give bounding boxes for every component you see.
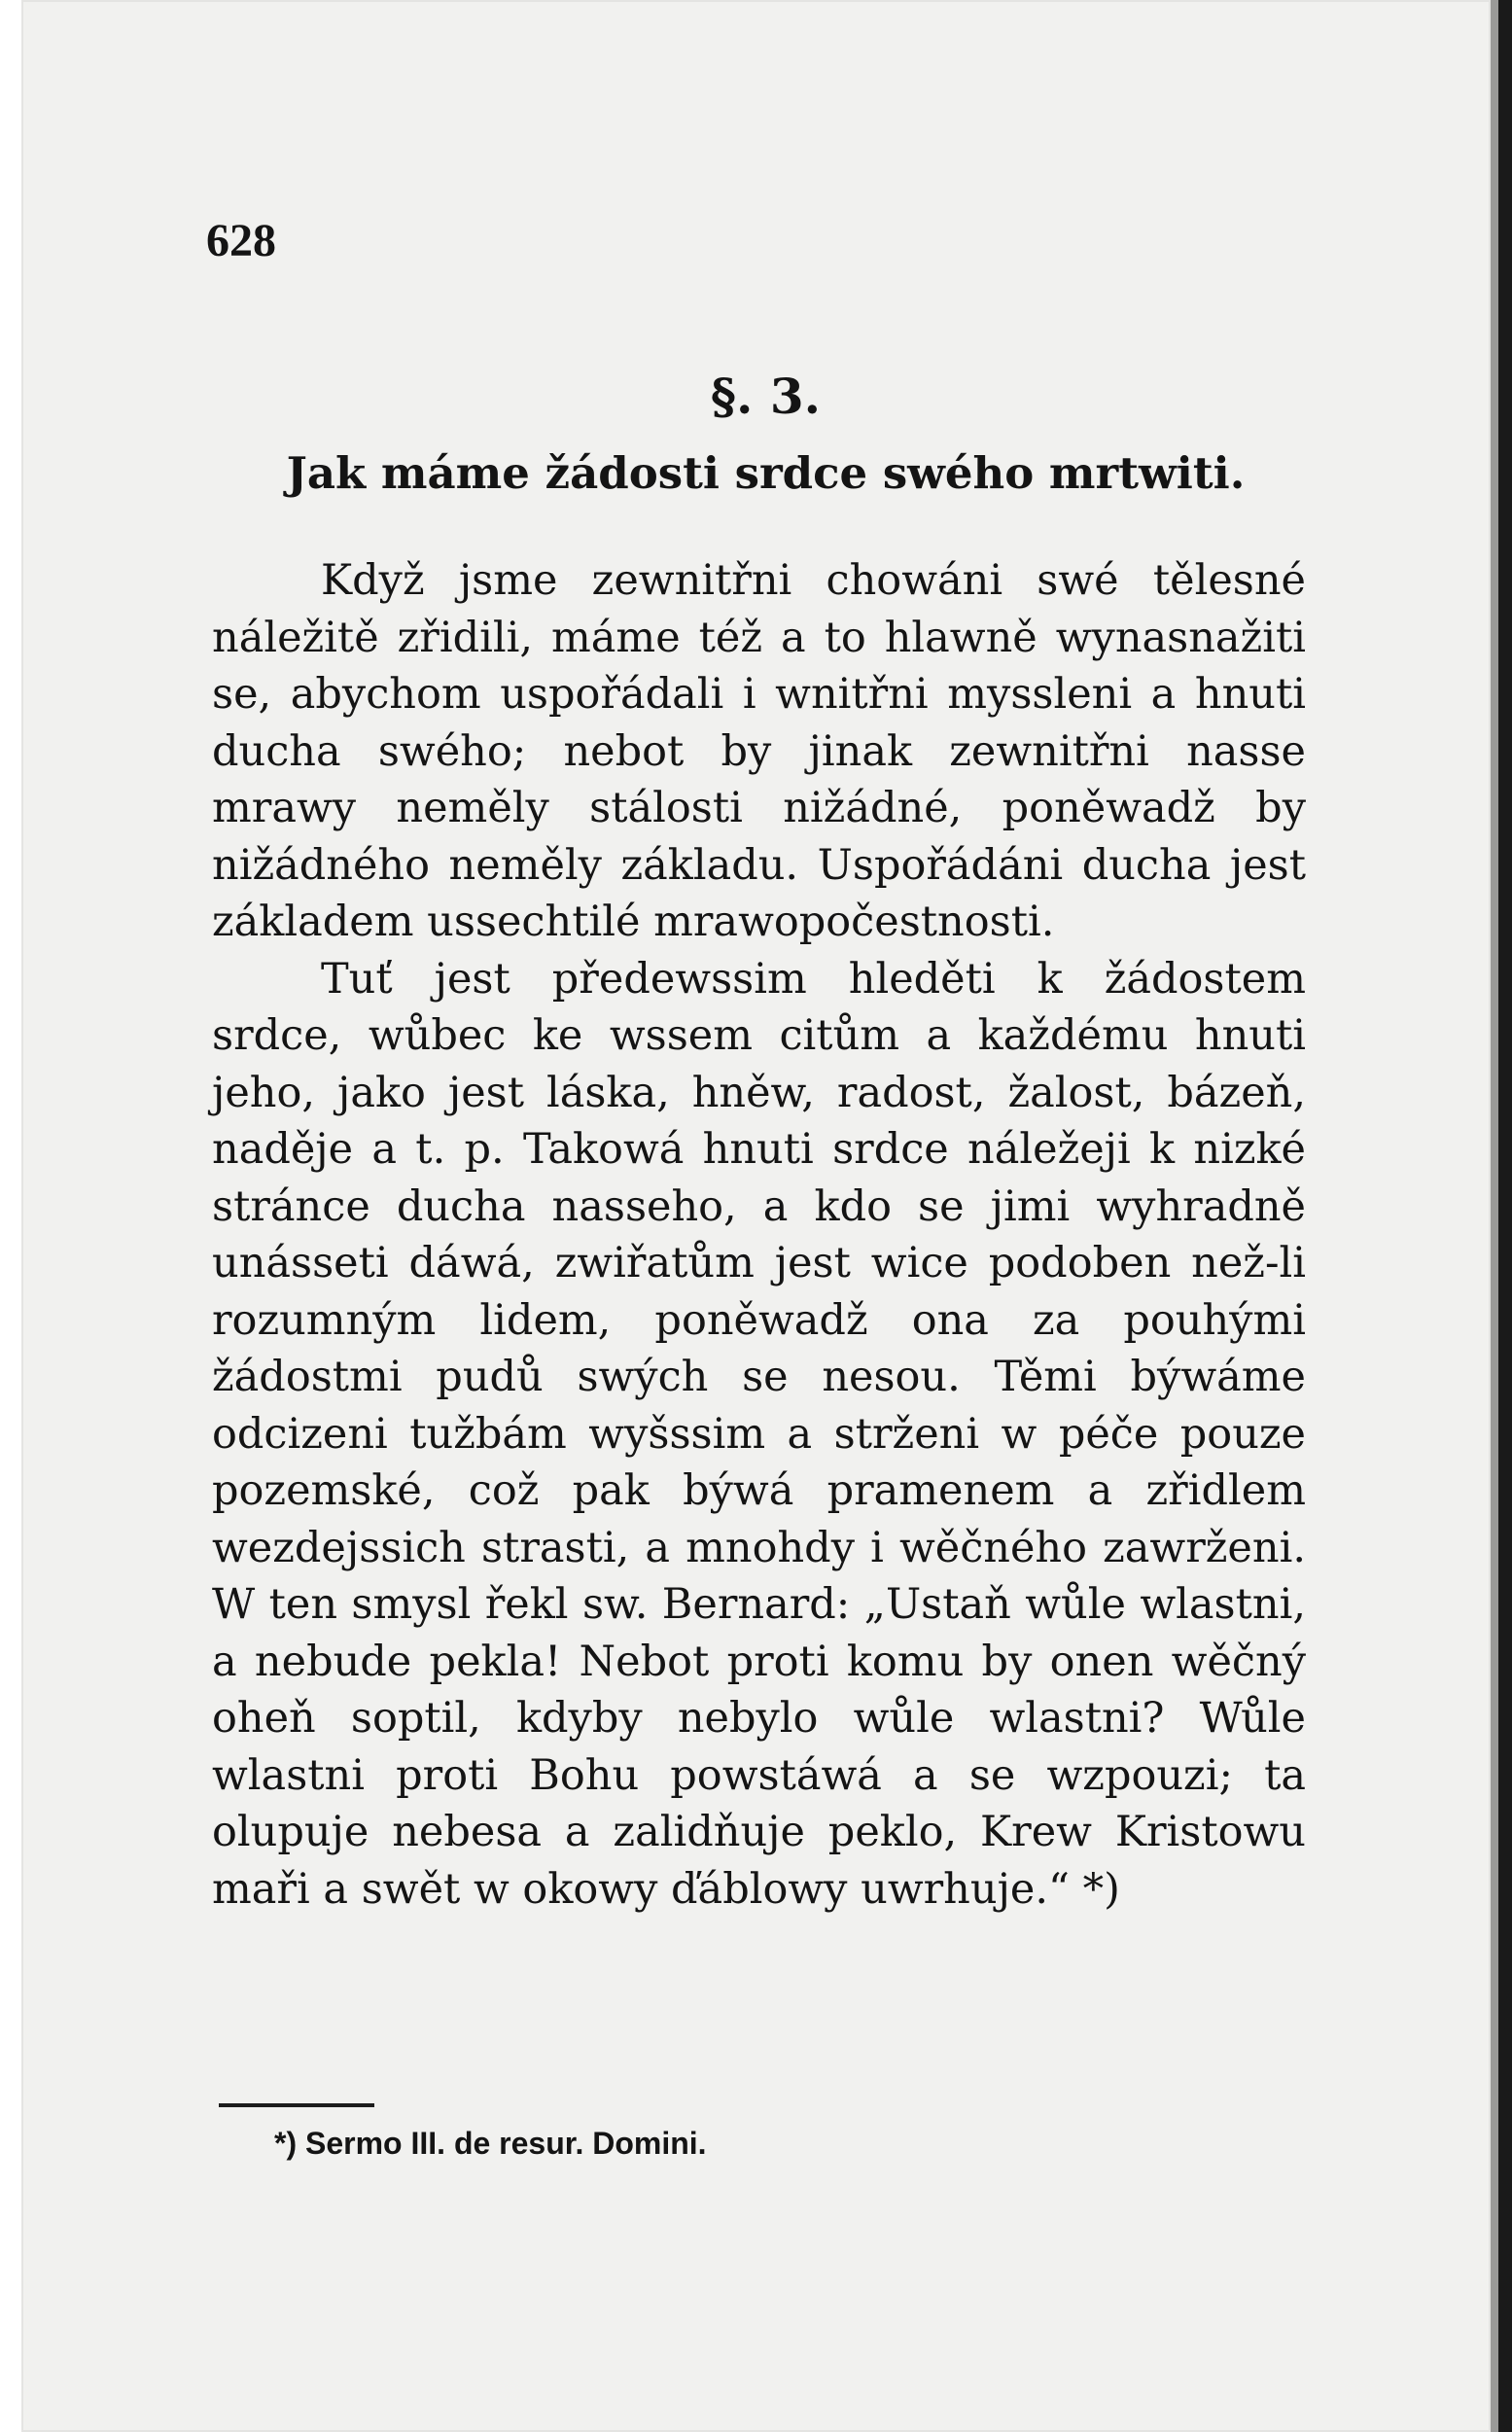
paragraph: Když jsme zewnitřni chowáni swé tělesné náležitě zřidili, máme též a to hlawně wynasnažiti se, abychom uspořádali i wnitřni myssleni a hnuti ducha swého; nebot by jinak zewnitřni nasse mrawy neměly stálosti nižádné, poněwadž by nižádného neměly základu. Uspořádáni ducha jest základem ussechtilé mrawopočestnosti. xyxy=(212,556,1306,946)
page-number: 628 xyxy=(206,215,276,266)
section-number: §. 3. xyxy=(710,368,822,425)
section-heading: Jak máme žádosti srdce swého mrtwiti. xyxy=(286,447,1246,499)
page-edge-shadow xyxy=(1491,0,1498,2432)
page-edge xyxy=(1498,0,1512,2432)
body-text xyxy=(212,552,1306,1918)
paragraph: Tuť jest předewssim hleděti k žádostem srdce, wůbec ke wssem citům a každému hnuti jeho, jako jest láska, hněw, radost, žalost, bázeň, naděje a t. p. Takowá hnuti srdce náležeji k nizké stránce ducha nasseho, a kdo se jimi wyhradně unásseti dáwá, zwiřatům jest wice podoben než-li rozumným lidem, poněwadž ona za pouhými žádostmi pudů swých se nesou. Těmi býwáme odcizeni tužbám wyšssim a strženi w péče pouze pozemské, což pak býwá pramenem a zřidlem wezdejssich strasti, a mnohdy i wěčného zawrženi. W ten smysl řekl sw. Bernard: „Ustaň wůle wlastni, a nebude pekla! Nebot proti komu by onen wěčný oheň soptil, kdyby nebylo wůle wlastni? Wůle wlastni proti Bohu powstáwá a se wzpouzi; ta olupuje nebesa a zalidňuje peklo, Krew Kristowu maři a swět w okowy ďáblowy uwrhuje.“ *) xyxy=(212,954,1306,1914)
footnote-divider xyxy=(219,2103,374,2107)
footnote: *) Sermo III. de resur. Domini. xyxy=(274,2126,707,2161)
